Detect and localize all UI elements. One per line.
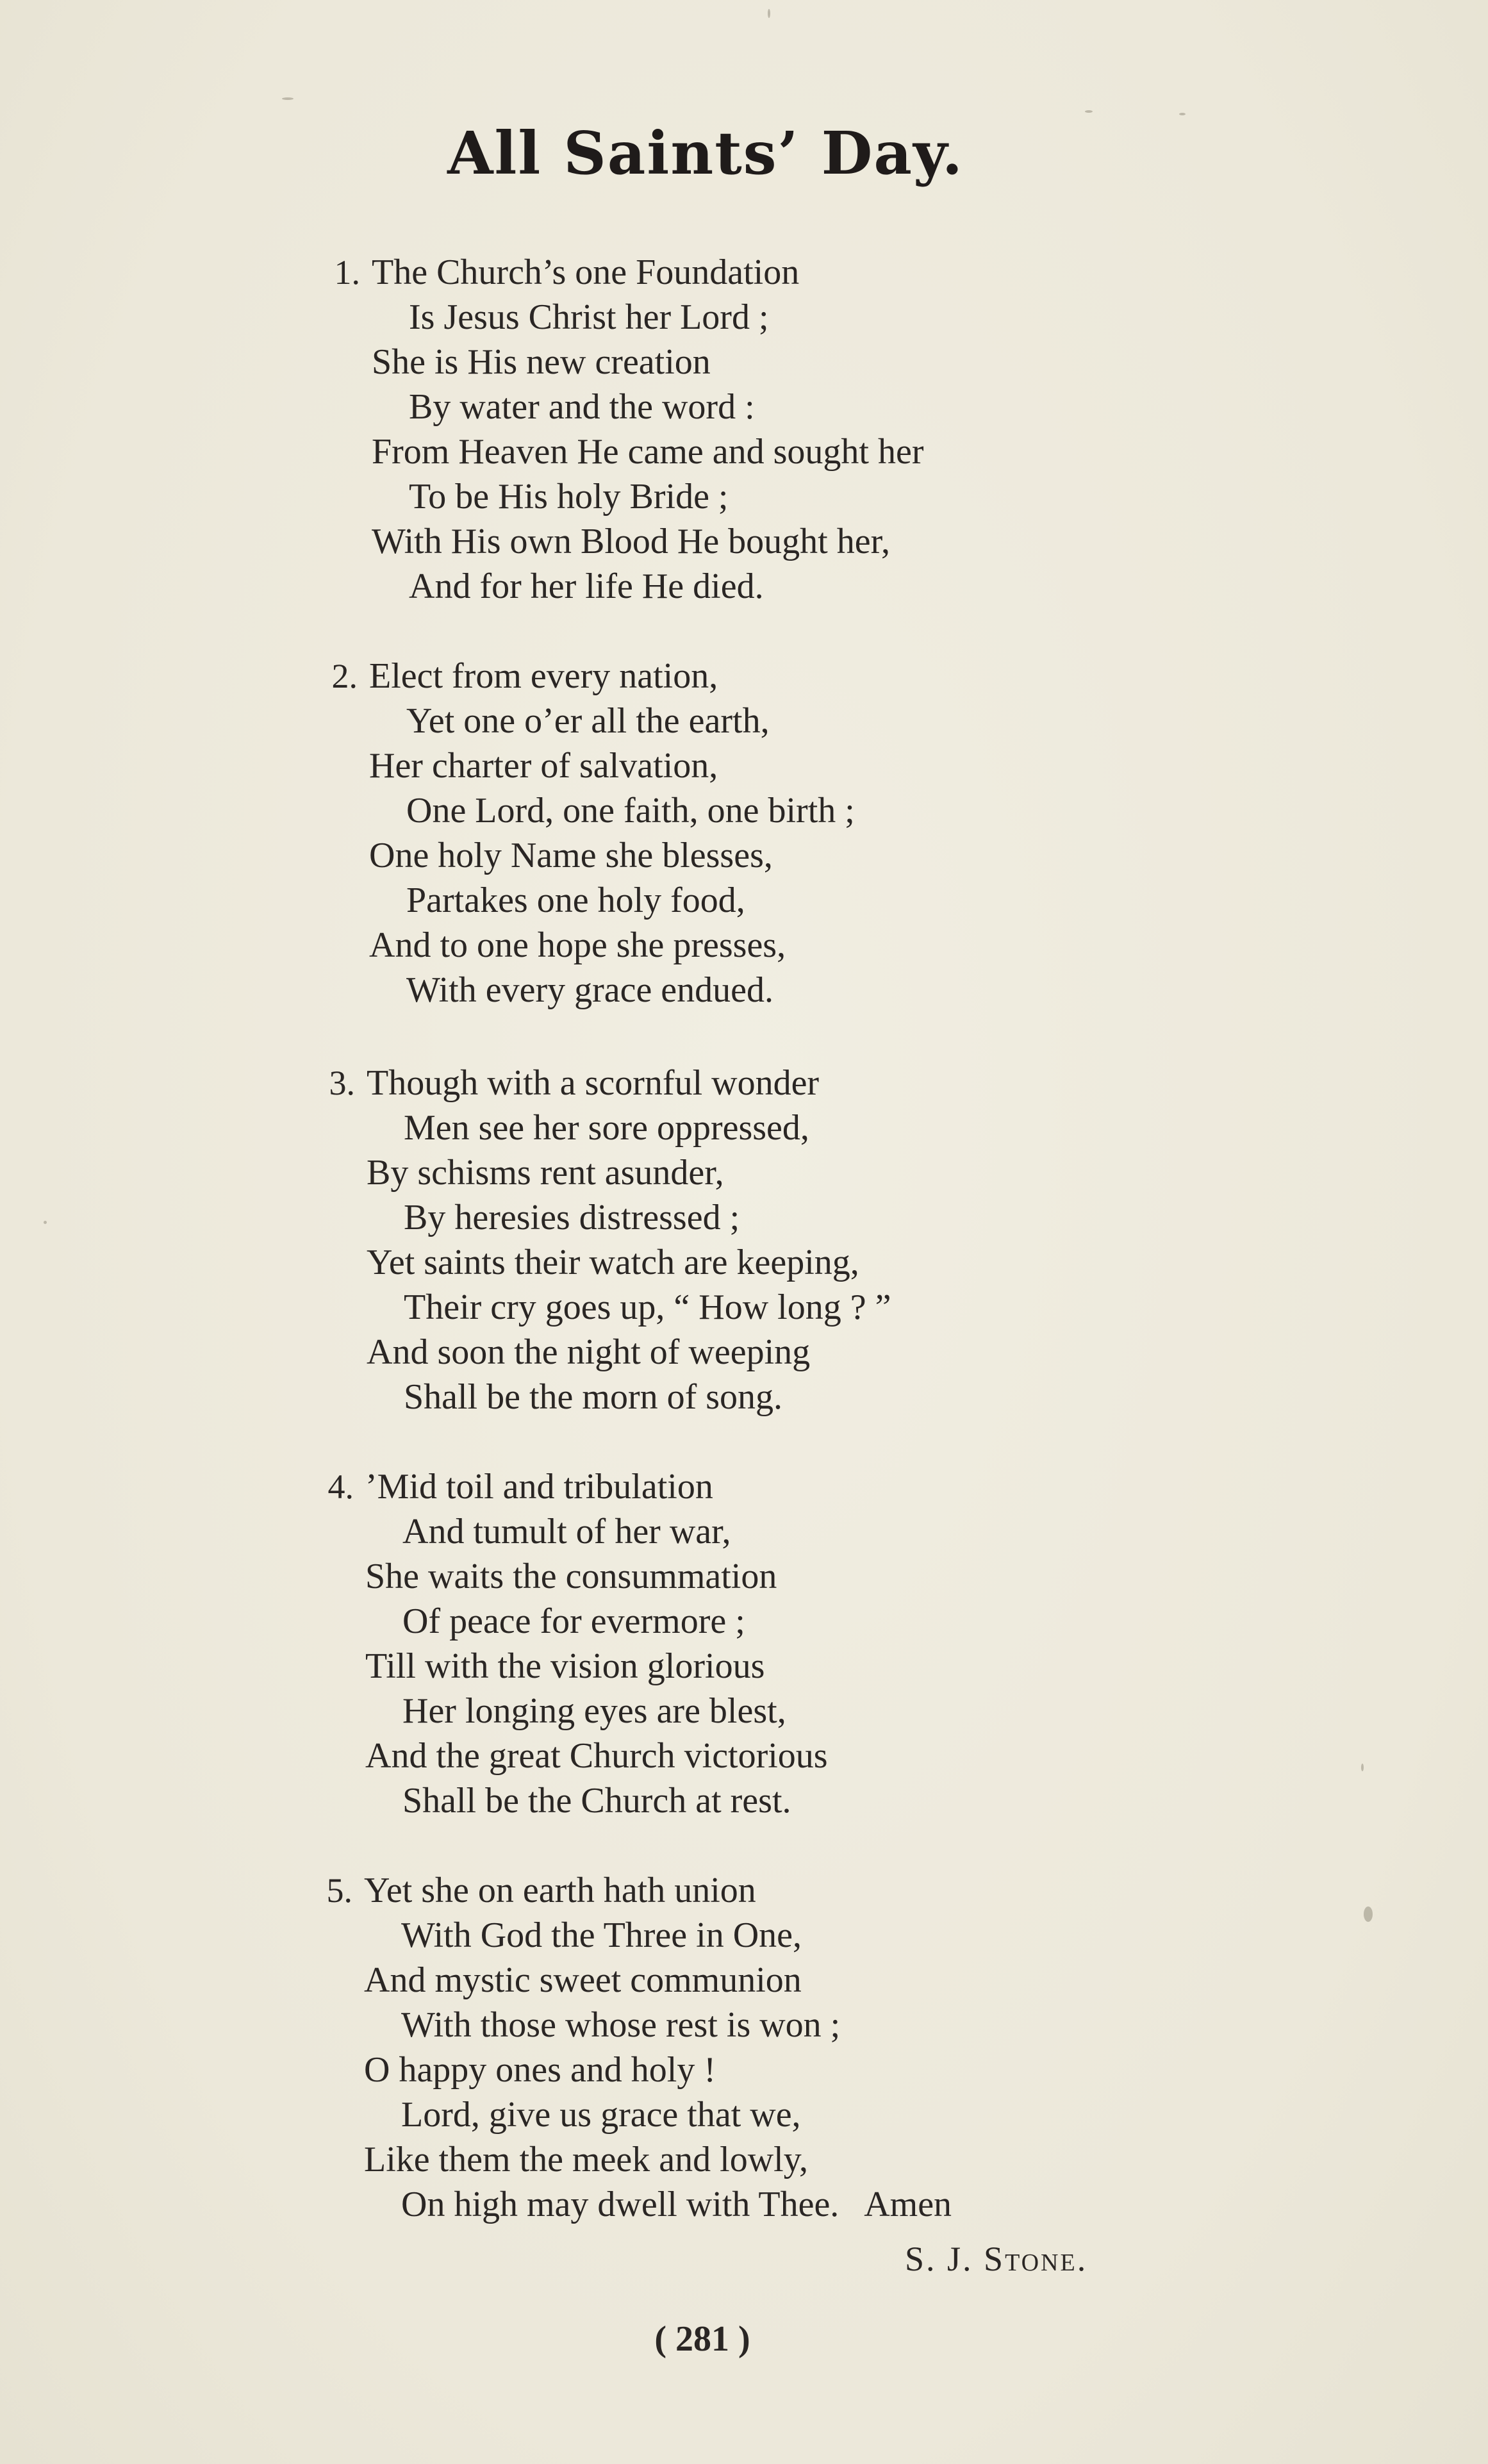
verse-line: Yet she on earth hath union [364, 1871, 756, 1910]
verse-line: And to one hope she presses, [369, 925, 786, 965]
page-title: All Saints’ Day. [447, 119, 964, 188]
verse-line: Lord, give us grace that we, [401, 2095, 801, 2135]
verse-line: Partakes one holy food, [406, 881, 745, 920]
verse-line: On high may dwell with Thee. Amen [401, 2185, 952, 2224]
verse-line: Her charter of salvation, [369, 746, 718, 786]
verse-line: And for her life He died. [409, 566, 764, 606]
paper-speck [1364, 1906, 1373, 1922]
page-number: ( 281 ) [654, 2319, 750, 2359]
paper-speck [1085, 110, 1093, 113]
verse-line: ’Mid toil and tribulation [365, 1467, 713, 1507]
verse-line: And mystic sweet communion [364, 1960, 802, 2000]
verse-line: Of peace for evermore ; [402, 1601, 745, 1641]
verse-line: With every grace endued. [406, 970, 774, 1010]
verse-number: 1. [334, 253, 360, 292]
verse-line: By schisms rent asunder, [367, 1153, 724, 1193]
verse-line: From Heaven He came and sought her [372, 432, 924, 472]
verse-line: The Church’s one Foundation [372, 252, 800, 292]
verse-number: 5. [326, 1871, 352, 1910]
verse-line: Though with a scornful wonder [367, 1063, 820, 1103]
verse-line: One holy Name she blesses, [369, 836, 773, 875]
paper-speck [282, 97, 293, 100]
verse-number: 4. [327, 1468, 354, 1506]
verse-line: And the great Church victorious [365, 1736, 828, 1776]
verse-line: One Lord, one faith, one birth ; [406, 791, 855, 831]
verse-line: Her longing eyes are blest, [402, 1691, 786, 1731]
paper-speck [44, 1221, 47, 1224]
verse-line: With those whose rest is won ; [401, 2005, 841, 2045]
verse-line: O happy ones and holy ! [364, 2050, 716, 2090]
verse-line: Their cry goes up, “ How long ? ” [404, 1287, 891, 1327]
paper-speck [768, 9, 770, 18]
verse-line: Is Jesus Christ her Lord ; [409, 297, 769, 337]
verse-number: 3. [329, 1064, 355, 1102]
verse-line: Men see her sore oppressed, [404, 1108, 809, 1148]
verse-line: Yet one o’er all the earth, [406, 701, 770, 741]
verse-1 [334, 250, 924, 609]
paper-speck [1361, 1764, 1364, 1771]
verse-5 [326, 1868, 952, 2227]
author-attribution: S. J. Stone. [905, 2240, 1088, 2278]
verse-3 [329, 1061, 891, 1419]
verse-line: Shall be the Church at rest. [402, 1781, 791, 1821]
verse-line: She waits the consummation [365, 1557, 777, 1596]
verse-line: She is His new creation [372, 342, 711, 382]
verse-line: With God the Three in One, [401, 1915, 802, 1955]
verse-line: And tumult of her war, [402, 1512, 731, 1551]
verse-number: 2. [331, 657, 358, 695]
verse-2 [331, 654, 855, 1013]
verse-line: Elect from every nation, [369, 656, 718, 696]
verse-line: Yet saints their watch are keeping, [367, 1243, 859, 1282]
verse-line: Shall be the morn of song. [404, 1377, 783, 1417]
verse-line: And soon the night of weeping [367, 1332, 811, 1372]
verse-line: To be His holy Bride ; [409, 477, 729, 517]
verse-4 [327, 1464, 828, 1823]
verse-line: With His own Blood He bought her, [372, 522, 890, 561]
verse-line: Like them the meek and lowly, [364, 2140, 809, 2179]
verse-line: By water and the word : [409, 387, 755, 427]
verse-line: Till with the vision glorious [365, 1646, 765, 1686]
verse-line: By heresies distressed ; [404, 1198, 740, 1237]
paper-speck [1179, 113, 1186, 115]
